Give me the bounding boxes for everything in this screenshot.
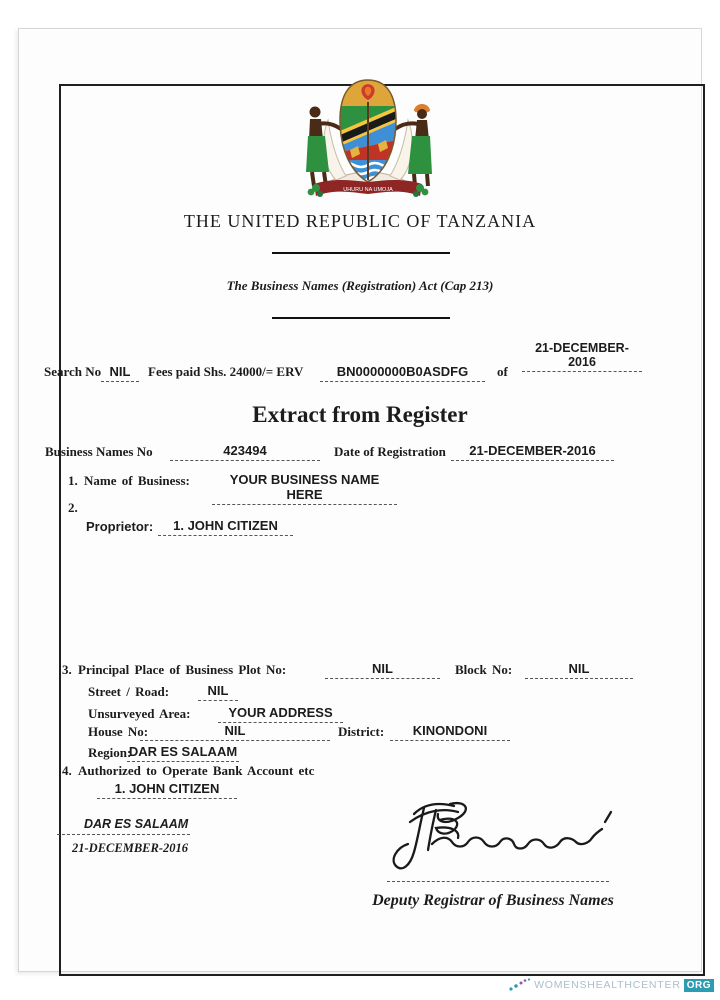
registrar-signature <box>380 798 620 882</box>
coat-of-arms-tanzania <box>300 74 436 202</box>
house-no-value: NIL <box>140 723 330 741</box>
watermark-site-text: WOMENSHEALTHCENTER <box>534 979 681 991</box>
title-divider-2 <box>272 317 450 319</box>
street-road-label: Street / Road: <box>88 684 170 699</box>
bank-account-value: 1. JOHN CITIZEN <box>97 781 237 799</box>
name-of-business-label: Name of Business: <box>84 473 190 488</box>
region-value: DAR ES SALAAM <box>127 744 239 762</box>
search-no-label: Search No <box>44 364 102 379</box>
footer-date: 21-DECEMBER-2016 <box>72 841 188 855</box>
search-no-value: NIL <box>101 364 139 382</box>
proprietor-label: Proprietor: <box>86 519 154 534</box>
motto-banner <box>308 180 429 197</box>
district-value: KINONDONI <box>390 723 510 741</box>
watermark <box>508 977 714 993</box>
signature-line <box>387 881 609 882</box>
name-of-business-value: YOUR BUSINESS NAME HERE <box>212 472 397 505</box>
registrar-title: Deputy Registrar of Business Names <box>372 892 614 909</box>
bank-account-label: Authorized to Operate Bank Account etc <box>78 763 315 778</box>
block-no-label: Block No: <box>455 662 513 677</box>
act-title: The Business Names (Registration) Act (Cap 213) <box>226 278 494 293</box>
fees-label: Fees paid Shs. 24000/= ERV <box>148 364 304 379</box>
date-of-registration-value: 21-DECEMBER-2016 <box>451 443 614 461</box>
date-of-registration-label: Date of Registration <box>334 444 446 459</box>
country-title: THE UNITED REPUBLIC OF TANZANIA <box>183 211 537 231</box>
unsurveyed-area-value: YOUR ADDRESS <box>218 705 343 723</box>
erv-value: BN0000000B0ASDFG <box>320 364 485 382</box>
item4-number: 4. <box>62 763 72 778</box>
footer-place-underline <box>57 834 190 835</box>
business-names-no-value: 423494 <box>170 443 320 461</box>
unsurveyed-area-label: Unsurveyed Area: <box>88 706 191 721</box>
search-date-line2: 2016 <box>522 355 642 372</box>
house-no-label: House No: <box>88 724 149 739</box>
search-date-line1: 21-DECEMBER- <box>535 341 629 355</box>
watermark-logo-icon <box>508 977 534 993</box>
district-label: District: <box>338 724 385 739</box>
search-date-value <box>522 341 642 372</box>
proprietor-value: 1. JOHN CITIZEN <box>158 518 293 536</box>
item2-number: 2. <box>68 500 78 515</box>
motto-text: UHURU NA UMOJA <box>343 187 393 193</box>
title-divider-1 <box>272 252 450 254</box>
extract-heading: Extract from Register <box>252 402 468 427</box>
business-names-no-label: Business Names No <box>45 444 153 459</box>
plot-no-value: NIL <box>325 661 440 679</box>
of-label: of <box>497 364 508 379</box>
footer-place: DAR ES SALAAM <box>84 817 189 831</box>
principal-place-label: Principal Place of Business Plot No: <box>78 662 287 677</box>
block-no-value: NIL <box>525 661 633 679</box>
region-label: Region: <box>88 745 132 760</box>
item3-number: 3. <box>62 662 72 677</box>
street-road-value: NIL <box>198 683 238 701</box>
item1-number: 1. <box>68 473 78 488</box>
shield <box>340 80 396 182</box>
watermark-tld-badge: ORG <box>684 979 714 992</box>
